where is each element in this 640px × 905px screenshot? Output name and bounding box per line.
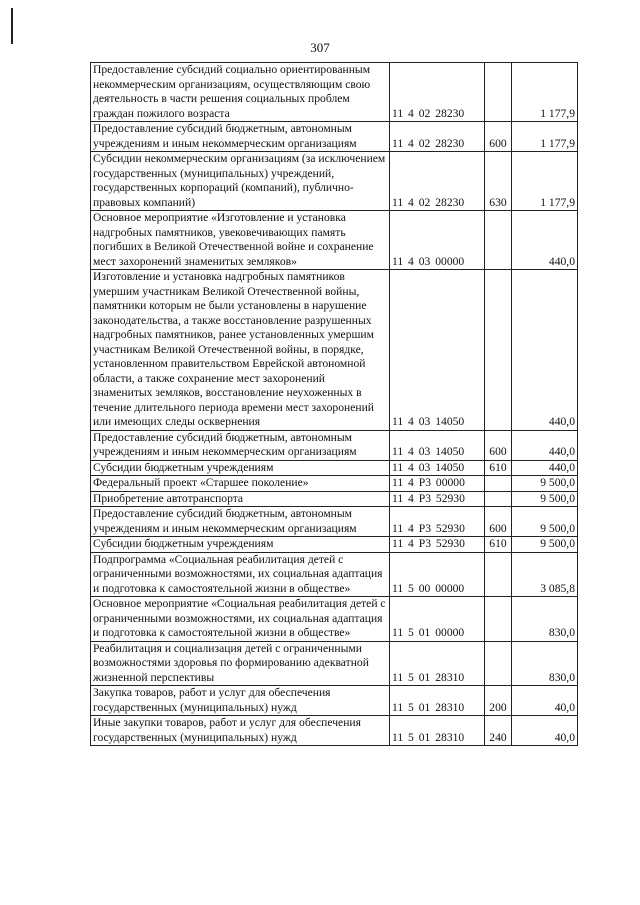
table-row bbox=[91, 716, 578, 746]
row-target-code-cell: 11 4 P3 52930 bbox=[390, 507, 485, 537]
row-name-cell: Иные закупки товаров, работ и услуг для обеспечения государственных (муниципальных) нужд bbox=[91, 716, 390, 746]
table-row bbox=[91, 597, 578, 642]
row-amount-cell: 440,0 bbox=[512, 460, 578, 476]
row-name-cell: Приобретение автотранспорта bbox=[91, 491, 390, 507]
row-target-code-cell: 11 5 01 28310 bbox=[390, 686, 485, 716]
row-amount-cell: 830,0 bbox=[512, 641, 578, 686]
row-expense-type-cell bbox=[485, 270, 512, 431]
table-row bbox=[91, 552, 578, 597]
row-expense-type-cell bbox=[485, 641, 512, 686]
table-row bbox=[91, 430, 578, 460]
row-target-code-cell: 11 4 02 28230 bbox=[390, 122, 485, 152]
row-amount-cell: 1 177,9 bbox=[512, 122, 578, 152]
row-target-code-cell: 11 5 01 28310 bbox=[390, 641, 485, 686]
row-expense-type-cell bbox=[485, 211, 512, 270]
row-name-cell: Предоставление субсидий бюджетным, автономным учреждениям и иным некоммерческим организациям bbox=[91, 430, 390, 460]
row-amount-cell: 440,0 bbox=[512, 430, 578, 460]
table-row bbox=[91, 152, 578, 211]
table-row bbox=[91, 491, 578, 507]
row-name-cell: Подпрограмма «Социальная реабилитация детей с ограниченными возможностями, их социальная адаптация и подготовка к самостоятельной жизни в обществе» bbox=[91, 552, 390, 597]
row-name-cell: Реабилитация и социализация детей с ограниченными возможностями здоровья по формированию адекватной жизненной перспективы bbox=[91, 641, 390, 686]
row-amount-cell: 9 500,0 bbox=[512, 537, 578, 553]
row-name-cell: Основное мероприятие «Изготовление и установка надгробных памятников, увековечивающих память погибших в Великой Отечественной войне и сохранение мест захоронений знаменитых земляков» bbox=[91, 211, 390, 270]
budget-table bbox=[90, 62, 578, 746]
row-expense-type-cell: 610 bbox=[485, 460, 512, 476]
row-amount-cell: 40,0 bbox=[512, 716, 578, 746]
row-expense-type-cell bbox=[485, 491, 512, 507]
row-expense-type-cell: 600 bbox=[485, 507, 512, 537]
row-amount-cell: 1 177,9 bbox=[512, 152, 578, 211]
row-name-cell: Предоставление субсидий бюджетным, автономным учреждениям и иным некоммерческим организациям bbox=[91, 507, 390, 537]
row-target-code-cell: 11 5 01 28310 bbox=[390, 716, 485, 746]
table-row bbox=[91, 460, 578, 476]
row-name-cell: Основное мероприятие «Социальная реабилитация детей с ограниченными возможностями, их социальная адаптация и подготовка к самостоятельной жизни в обществе» bbox=[91, 597, 390, 642]
row-expense-type-cell: 610 bbox=[485, 537, 512, 553]
table-row bbox=[91, 270, 578, 431]
row-expense-type-cell: 240 bbox=[485, 716, 512, 746]
row-amount-cell: 440,0 bbox=[512, 270, 578, 431]
table-row bbox=[91, 507, 578, 537]
row-expense-type-cell: 200 bbox=[485, 686, 512, 716]
row-amount-cell: 1 177,9 bbox=[512, 63, 578, 122]
row-target-code-cell: 11 4 02 28230 bbox=[390, 63, 485, 122]
row-target-code-cell: 11 4 03 14050 bbox=[390, 460, 485, 476]
table-row bbox=[91, 686, 578, 716]
row-amount-cell: 40,0 bbox=[512, 686, 578, 716]
row-name-cell: Субсидии бюджетным учреждениям bbox=[91, 460, 390, 476]
table-row bbox=[91, 476, 578, 492]
row-name-cell: Федеральный проект «Старшее поколение» bbox=[91, 476, 390, 492]
page-number: 307 bbox=[310, 40, 330, 55]
row-target-code-cell: 11 5 00 00000 bbox=[390, 552, 485, 597]
row-amount-cell: 3 085,8 bbox=[512, 552, 578, 597]
row-amount-cell: 9 500,0 bbox=[512, 491, 578, 507]
row-amount-cell: 9 500,0 bbox=[512, 507, 578, 537]
row-target-code-cell: 11 5 01 00000 bbox=[390, 597, 485, 642]
table-row bbox=[91, 537, 578, 553]
table-row bbox=[91, 211, 578, 270]
row-target-code-cell: 11 4 03 14050 bbox=[390, 270, 485, 431]
row-target-code-cell: 11 4 P3 00000 bbox=[390, 476, 485, 492]
row-target-code-cell: 11 4 03 00000 bbox=[390, 211, 485, 270]
row-target-code-cell: 11 4 P3 52930 bbox=[390, 491, 485, 507]
row-expense-type-cell bbox=[485, 476, 512, 492]
row-amount-cell: 9 500,0 bbox=[512, 476, 578, 492]
row-target-code-cell: 11 4 02 28230 bbox=[390, 152, 485, 211]
row-name-cell: Предоставление субсидий бюджетным, автономным учреждениям и иным некоммерческим организациям bbox=[91, 122, 390, 152]
row-expense-type-cell: 630 bbox=[485, 152, 512, 211]
row-expense-type-cell: 600 bbox=[485, 430, 512, 460]
row-expense-type-cell bbox=[485, 597, 512, 642]
row-name-cell: Предоставление субсидий социально ориентированным некоммерческим организациям, осуществляющим свою деятельность в части решения социальных проблем граждан пожилого возраста bbox=[91, 63, 390, 122]
row-name-cell: Субсидии бюджетным учреждениям bbox=[91, 537, 390, 553]
row-target-code-cell: 11 4 P3 52930 bbox=[390, 537, 485, 553]
row-expense-type-cell bbox=[485, 63, 512, 122]
row-expense-type-cell bbox=[485, 552, 512, 597]
row-target-code-cell: 11 4 03 14050 bbox=[390, 430, 485, 460]
table-row bbox=[91, 641, 578, 686]
row-expense-type-cell: 600 bbox=[485, 122, 512, 152]
budget-table-body bbox=[91, 63, 578, 746]
row-name-cell: Закупка товаров, работ и услуг для обеспечения государственных (муниципальных) нужд bbox=[91, 686, 390, 716]
row-name-cell: Изготовление и установка надгробных памятников умершим участникам Великой Отечественной войны, памятники которым не были установлены в нарушение законодательства, а также восстановление разрушенных надгробных памятников, ранее установленных умершим участникам Великой Отечественной войны, в порядке, установленном правительством Еврейской автономной области, а также сохранение мест захоронений знаменитых земляков, восстановление неухоженных в течение длительного периода времени мест захоронений или имеющих следы осквернения bbox=[91, 270, 390, 431]
row-amount-cell: 440,0 bbox=[512, 211, 578, 270]
row-name-cell: Субсидии некоммерческим организациям (за исключением государственных (муниципальных) учреждений, государственных корпораций (компаний), публично-правовых компаний) bbox=[91, 152, 390, 211]
table-row bbox=[91, 63, 578, 122]
scan-edge-mark bbox=[11, 8, 13, 44]
row-amount-cell: 830,0 bbox=[512, 597, 578, 642]
table-row bbox=[91, 122, 578, 152]
